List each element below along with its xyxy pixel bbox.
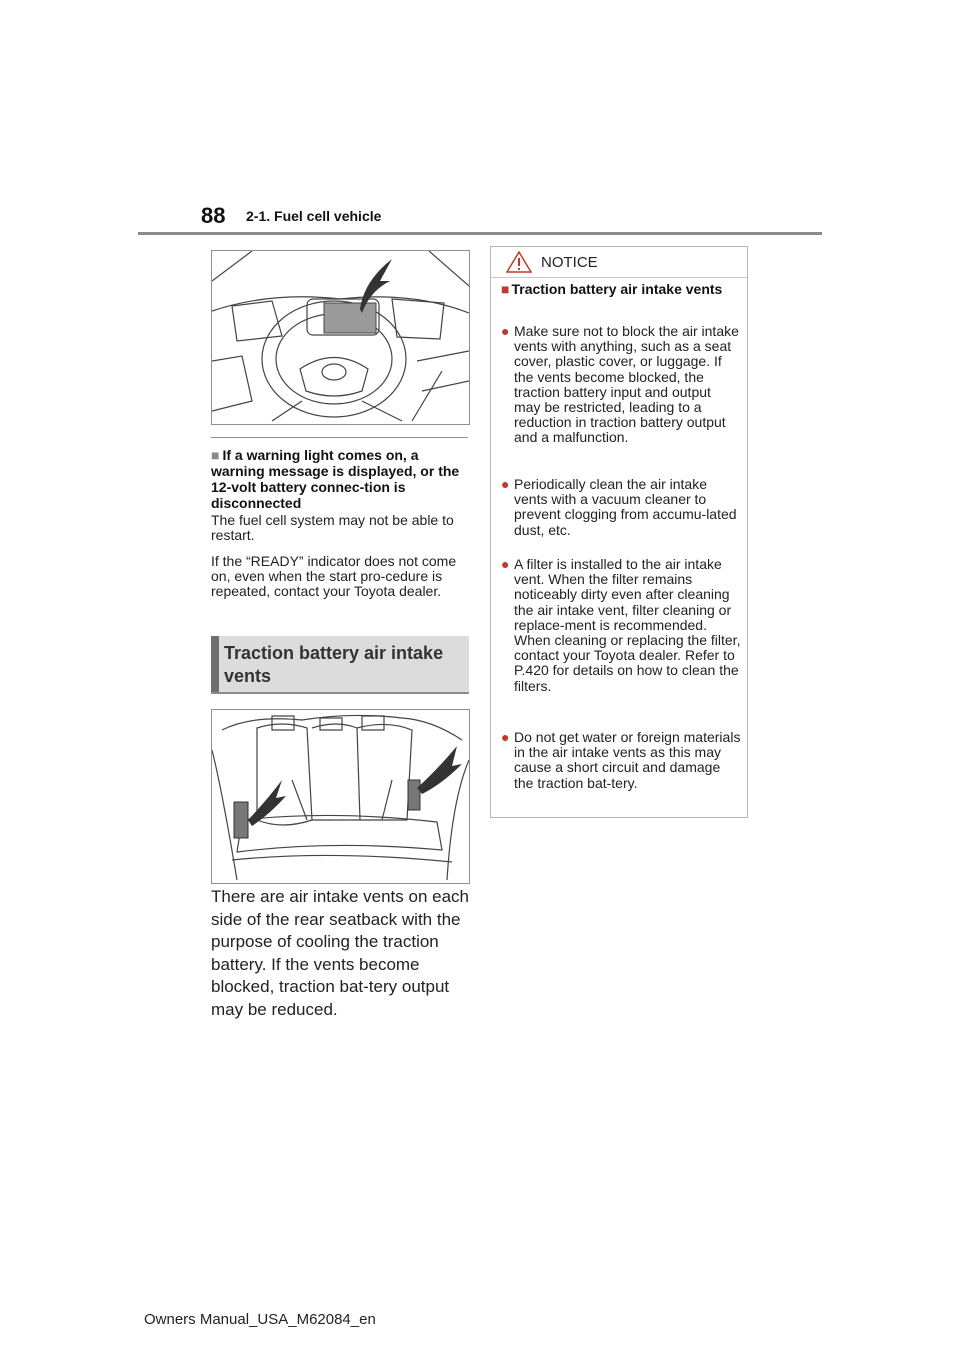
notice-item [501,324,741,446]
heading-accent-bar [211,636,219,692]
red-bullet-icon: ● [501,729,510,745]
notice-label: NOTICE [541,254,598,271]
traction-body-text: There are air intake vents on each side of the rear seatback with the purpose of cooling the traction battery. If the vents become blocked, traction bat-tery output may be reduced. [211,887,469,1019]
dashboard-figure [211,250,470,425]
warning-subheading-text: If a warning light comes on, a warning message is displayed, or the 12-volt battery connec-tion is disconnected [211,447,460,511]
section-title: 2-1. Fuel cell vehicle [246,208,382,224]
footer-text: Owners Manual_USA_M62084_en [144,1311,376,1328]
red-square-bullet-icon: ■ [501,281,510,297]
header-divider [138,232,822,235]
notice-item-text: Make sure not to block the air intake vents with anything, such as a seat cover, plastic cover, or luggage. If the vents become blocked, the traction battery input and output may be restricted, leading to a reduction in traction battery output and a malfunction. [514,323,739,446]
notice-box [490,246,748,818]
subsection-divider [211,437,468,438]
notice-item-text: Periodically clean the air intake vents with a vacuum cleaner to prevent clogging from accumu-lated dust, etc. [514,476,737,538]
warning-subheading [211,447,469,511]
page-number: 88 [201,203,226,228]
warning-paragraph-2: If the “READY” indicator does not come on, even when the start pro-cedure is repeated, contact your Toyota dealer. [211,553,457,599]
notice-item-text: A filter is installed to the air intake vent. When the filter remains noticeably dirty even after cleaning the air intake vent, filter cleaning or replace-ment is recommended. When cleaning or replacing the filter, contact your Toyota dealer. Refer to P.420 for details on how to clean the filters. [514,556,741,694]
rear-seat-illustration [212,710,469,883]
traction-section-heading [211,636,469,694]
warning-triangle-icon [506,251,532,273]
warning-paragraph-1: The fuel cell system may not be able to restart. [211,512,454,543]
notice-item [501,557,741,694]
traction-heading-text: Traction battery air intake vents [224,643,444,686]
notice-item-text: Do not get water or foreign materials in the air intake vents as this may cause a short circuit and damage the traction bat-tery. [514,729,741,791]
square-bullet-icon: ■ [211,447,220,463]
red-bullet-icon: ● [501,476,510,492]
rear-seat-figure [211,709,470,884]
notice-title-text: Traction battery air intake vents [511,281,723,297]
notice-header [491,247,747,278]
red-bullet-icon: ● [501,556,510,572]
notice-title [501,281,741,297]
red-bullet-icon: ● [501,323,510,339]
notice-item [501,477,741,538]
notice-item [501,730,741,791]
dashboard-illustration [212,251,469,424]
